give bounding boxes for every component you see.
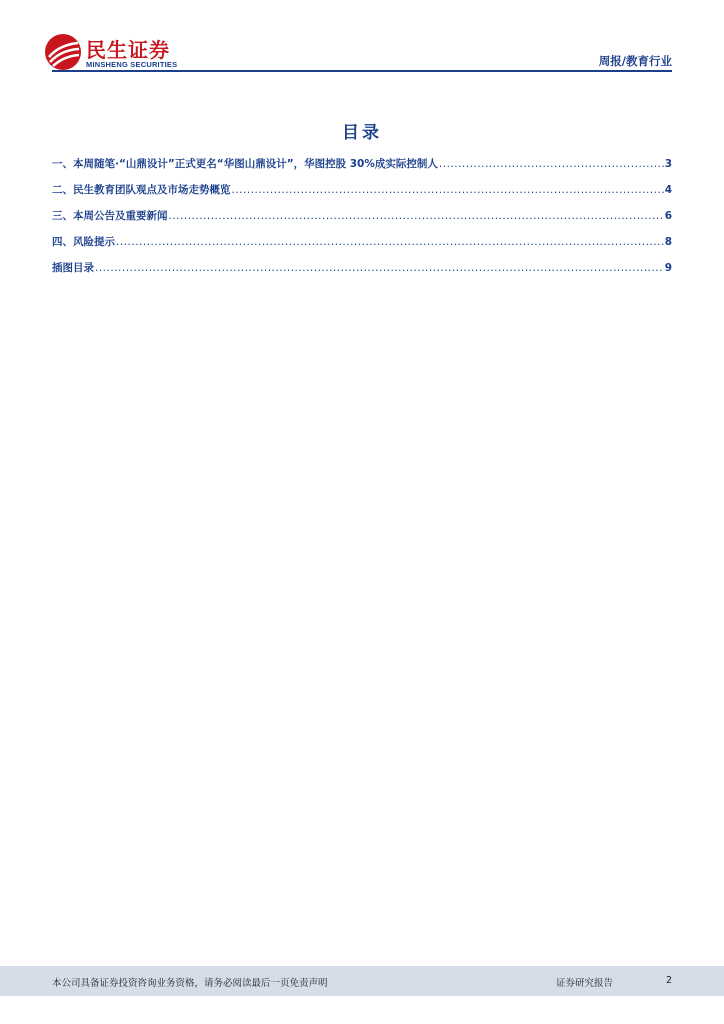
toc-entry[interactable] <box>52 182 672 208</box>
footer-disclaimer: 本公司具备证券投资咨询业务资格，请务必阅读最后一页免责声明 <box>52 978 328 989</box>
header-divider <box>52 70 672 72</box>
toc-leader-dots <box>116 236 664 248</box>
toc-entry-label: 二、民生教育团队观点及市场走势概览 <box>52 184 231 196</box>
toc-entry-label: 一、本周随笔·“山鼎设计”正式更名“华图山鼎设计”，华图控股 30%成实际控制人 <box>52 158 438 170</box>
toc-entry-page: 4 <box>664 184 672 196</box>
toc-entry-label: 四、风险提示 <box>52 236 115 248</box>
table-of-contents <box>52 156 672 286</box>
footer-doc-type: 证券研究报告 <box>556 978 614 989</box>
footer-page-number: 2 <box>665 975 672 986</box>
toc-entry[interactable] <box>52 234 672 260</box>
toc-entry-label: 插图目录 <box>52 262 94 274</box>
toc-leader-dots <box>439 158 664 170</box>
toc-entry[interactable] <box>52 156 672 182</box>
company-logo <box>44 33 184 73</box>
logo-english-name: MINSHENG SECURITIES <box>86 60 178 69</box>
toc-entry-page: 6 <box>664 210 672 222</box>
toc-leader-dots <box>169 210 664 222</box>
minsheng-logo-icon <box>44 33 82 71</box>
toc-title: 目录 <box>342 123 382 143</box>
toc-entry[interactable] <box>52 208 672 234</box>
toc-entry[interactable] <box>52 260 672 286</box>
toc-leader-dots <box>95 262 664 274</box>
toc-entry-page: 9 <box>664 262 672 274</box>
report-type-label: 周报/教育行业 <box>598 54 672 68</box>
toc-entry-page: 8 <box>664 236 672 248</box>
logo-chinese-name: 民生证券 <box>86 38 170 62</box>
toc-leader-dots <box>232 184 664 196</box>
toc-entry-label: 三、本周公告及重要新闻 <box>52 210 168 222</box>
toc-entry-page: 3 <box>664 158 672 170</box>
page-footer <box>0 966 724 996</box>
